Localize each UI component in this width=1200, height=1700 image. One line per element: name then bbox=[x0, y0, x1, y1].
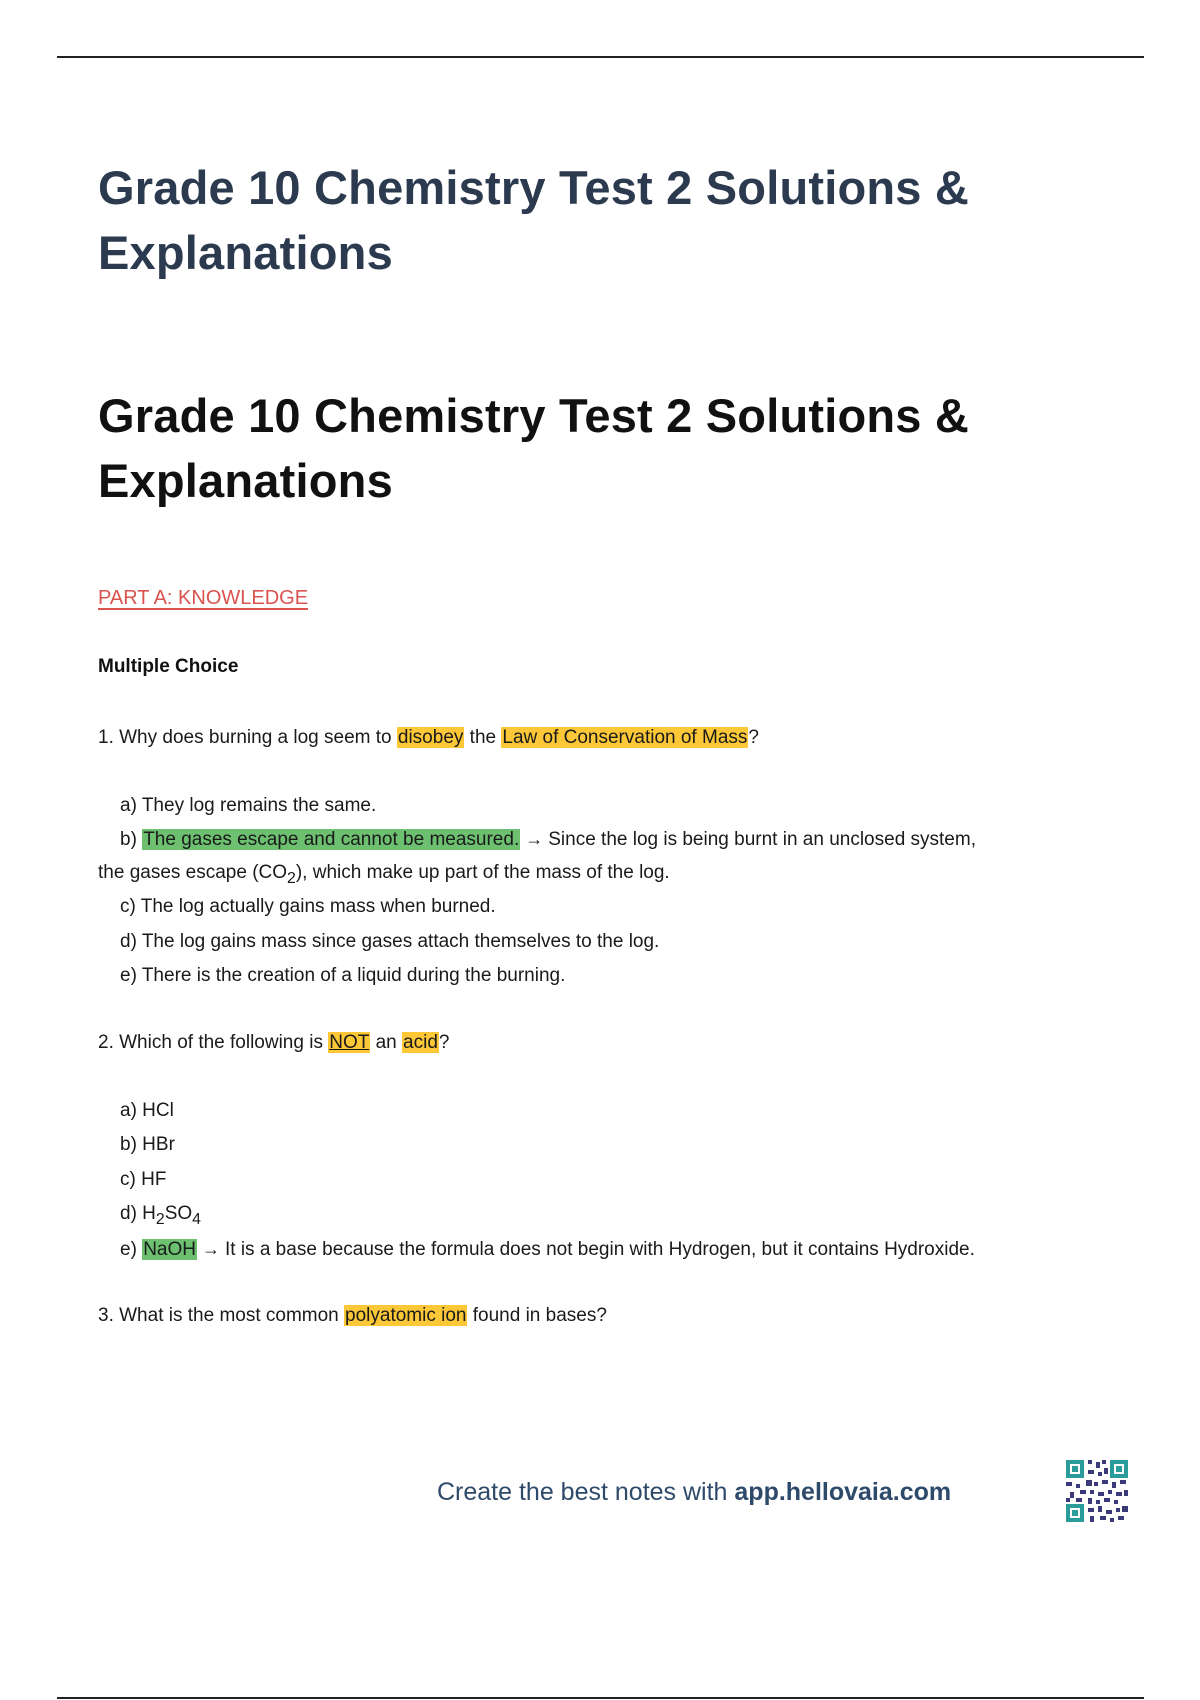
section-heading: PART A: KNOWLEDGE bbox=[98, 587, 309, 609]
explanation: ), which make up part of the mass of the log. bbox=[295, 862, 670, 883]
explanation: Since the log is being burnt in an unclosed system, bbox=[548, 829, 976, 850]
arrow-icon: → bbox=[520, 829, 549, 849]
footer-link[interactable]: app.hellovaia.com bbox=[734, 1478, 952, 1506]
q2-option-e bbox=[120, 1235, 975, 1264]
q1-option-b bbox=[120, 825, 976, 854]
highlight: Law of Conservation of Mass bbox=[502, 727, 748, 748]
question-3 bbox=[98, 1302, 607, 1330]
bottom-rule bbox=[57, 1697, 1144, 1699]
q2-option-d bbox=[120, 1200, 201, 1234]
q2-option-c: c) HF bbox=[120, 1169, 167, 1190]
question-text: found in bases? bbox=[467, 1305, 607, 1326]
q1-option-d: d) The log gains mass since gases attach themselves to the log. bbox=[120, 931, 660, 952]
q2-option-a: a) HCl bbox=[120, 1100, 174, 1121]
q1-option-e: e) There is the creation of a liquid during the burning. bbox=[120, 965, 566, 986]
subscript: 4 bbox=[192, 1210, 201, 1228]
highlight: disobey bbox=[397, 727, 464, 748]
q1-option-a: a) They log remains the same. bbox=[120, 795, 377, 816]
q1-option-c: c) The log actually gains mass when burned. bbox=[120, 896, 496, 917]
subscript: 2 bbox=[155, 1210, 165, 1228]
question-2 bbox=[98, 1029, 449, 1057]
question-text: 2. Which of the following is bbox=[98, 1032, 329, 1053]
question-text: 3. What is the most common bbox=[98, 1305, 345, 1326]
q1-option-b-continued bbox=[98, 859, 670, 893]
question-text: 1. Why does burning a log seem to bbox=[98, 727, 397, 748]
question-text: ? bbox=[748, 727, 759, 748]
formula: SO bbox=[164, 1203, 193, 1224]
option-letter: e) bbox=[120, 1239, 143, 1260]
q2-option-b: b) HBr bbox=[120, 1134, 175, 1155]
highlight: polyatomic ion bbox=[345, 1305, 467, 1326]
subheading: Multiple Choice bbox=[98, 656, 239, 677]
explanation: It is a base because the formula does not begin with Hydrogen, but it contains Hydroxide. bbox=[225, 1239, 975, 1260]
main-title: Grade 10 Chemistry Test 2 Solutions & Explanations bbox=[98, 389, 970, 507]
footer-promo bbox=[437, 1478, 951, 1507]
highlight: NOT bbox=[329, 1032, 370, 1053]
answer-highlight: The gases escape and cannot be measured. bbox=[143, 829, 520, 850]
top-rule bbox=[57, 56, 1144, 58]
footer-text: Create the best notes with bbox=[437, 1478, 735, 1506]
question-1 bbox=[98, 724, 759, 752]
question-text: an bbox=[370, 1032, 403, 1053]
answer-highlight: NaOH bbox=[143, 1239, 196, 1260]
formula: d) H bbox=[120, 1203, 156, 1224]
explanation: the gases escape (CO bbox=[98, 862, 288, 883]
header-title: Grade 10 Chemistry Test 2 Solutions & Explanations bbox=[98, 161, 970, 279]
qr-code-icon[interactable] bbox=[1064, 1458, 1130, 1524]
question-text: the bbox=[464, 727, 502, 748]
highlight: acid bbox=[403, 1032, 438, 1053]
option-letter: b) bbox=[120, 829, 143, 850]
arrow-icon: → bbox=[196, 1239, 225, 1259]
subscript: 2 bbox=[287, 869, 296, 887]
question-text: ? bbox=[438, 1032, 450, 1053]
